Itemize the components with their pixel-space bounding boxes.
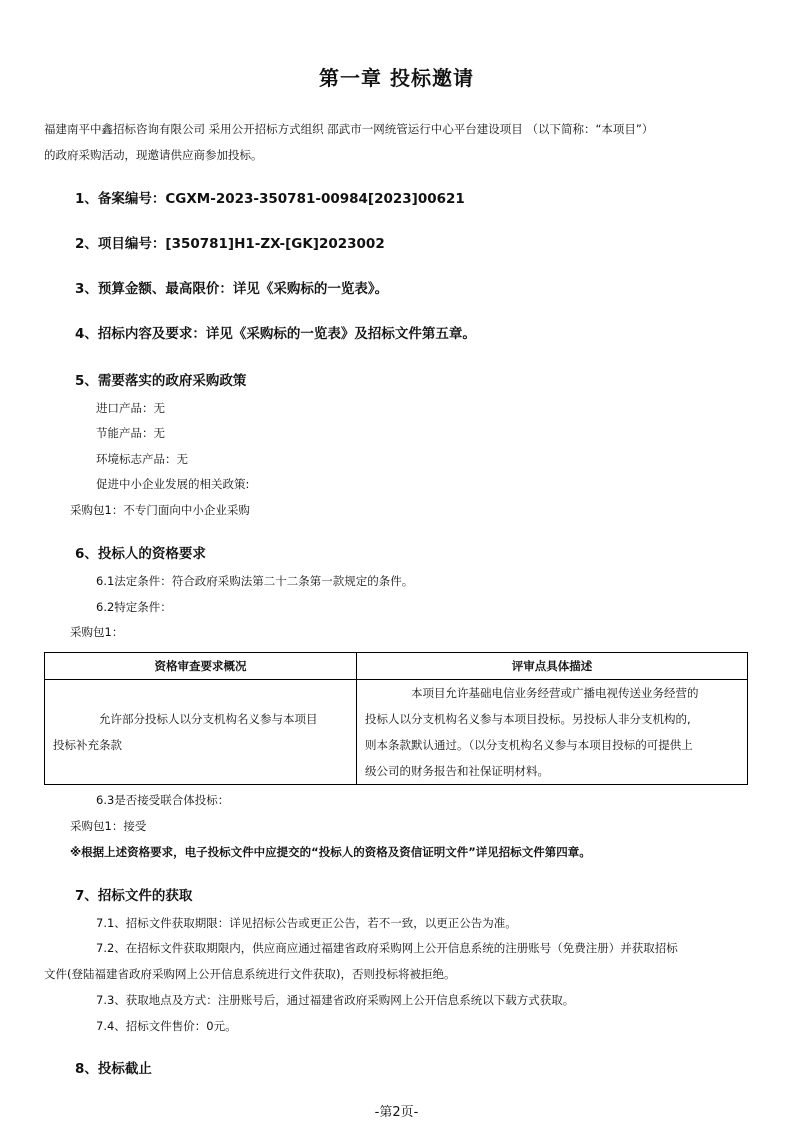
- doc-registration-line-2: 文件(登陆福建省政府采购网上公开信息系统进行文件获取)，否则投标将被拒绝。: [44, 967, 456, 981]
- cell-text: 允许部分投标人以分支机构名义参与本项目: [99, 712, 318, 726]
- section-7-heading: 7、招标文件的获取: [75, 888, 193, 904]
- doc-price: 7.4、招标文件售价：0元。: [96, 1019, 237, 1033]
- cell-text: 级公司的财务报告和社保证明材料。: [365, 764, 549, 778]
- table-header-row: [45, 653, 748, 680]
- joint-bid-package-1: 采购包1：接受: [70, 819, 147, 833]
- qualification-table: [44, 652, 748, 785]
- page-title: 第一章 投标邀请: [319, 66, 474, 90]
- package-1-label: 采购包1：: [70, 625, 124, 639]
- section-4-heading: 4、招标内容及要求：详见《采购标的一览表》及招标文件第五章。: [75, 326, 476, 342]
- table-row: [45, 680, 748, 785]
- legal-conditions: 6.1法定条件：符合政府采购法第二十二条第一款规定的条件。: [96, 574, 414, 588]
- policy-import: 进口产品：无: [96, 401, 165, 415]
- cell-text: 则本条款默认通过。（以分支机构名义参与本项目投标的可提供上: [365, 738, 693, 752]
- qualification-note: ※根据上述资格要求，电子投标文件中应提交的“投标人的资格及资信证明文件”详见招标文件第四章。: [70, 845, 591, 859]
- page-number: -第2页-: [374, 1105, 419, 1120]
- cell-text: 投标人以分支机构名义参与本项目投标。另投标人非分支机构的,: [365, 712, 691, 726]
- doc-registration-line-1: 7.2、在招标文件获取期限内，供应商应通过福建省政府采购网上公开信息系统的注册账号（免费注册）并获取招标: [96, 941, 678, 955]
- intro-line-1: 福建南平中鑫招标咨询有限公司 采用公开招标方式组织 邵武市一网统管运行中心平台建设项目 （以下简称：“本项目”）: [44, 122, 654, 136]
- section-6-heading: 6、投标人的资格要求: [75, 546, 206, 562]
- section-3-heading: 3、预算金额、最高限价：详见《采购标的一览表》。: [75, 281, 389, 297]
- doc-location: 7.3、获取地点及方式：注册账号后，通过福建省政府采购网上公开信息系统以下载方式获取。: [96, 993, 575, 1007]
- doc-period: 7.1、招标文件获取期限：详见招标公告或更正公告，若不一致，以更正公告为准。: [96, 916, 517, 930]
- joint-bid-question: 6.3是否接受联合体投标：: [96, 793, 230, 807]
- table-cell: [357, 680, 748, 785]
- section-5-heading: 5、需要落实的政府采购政策: [75, 373, 247, 389]
- cell-text: 本项目允许基础电信业务经营或广播电视传送业务经营的: [411, 686, 699, 700]
- cell-line: [53, 706, 348, 732]
- table-cell: [45, 680, 357, 785]
- intro-line-2: 的政府采购活动，现邀请供应商参加投标。: [44, 148, 263, 162]
- section-8-heading: 8、投标截止: [75, 1061, 152, 1077]
- policy-environment: 环境标志产品：无: [96, 452, 188, 466]
- cell-line: [365, 680, 739, 706]
- section-2-heading: 2、项目编号：[350781]H1-ZX-[GK]2023002: [75, 236, 385, 252]
- section-1-heading: 1、备案编号：CGXM-2023-350781-00984[2023]00621: [75, 191, 465, 207]
- policy-sme: 促进中小企业发展的相关政策:: [96, 477, 250, 491]
- cell-text: 投标补充条款: [53, 738, 122, 752]
- specific-conditions: 6.2特定条件：: [96, 600, 172, 614]
- table-header: 评审点具体描述: [357, 653, 748, 680]
- policy-package-1: 采购包1：不专门面向中小企业采购: [70, 503, 250, 517]
- policy-energy: 节能产品：无: [96, 426, 165, 440]
- table-header: 资格审查要求概况: [45, 653, 357, 680]
